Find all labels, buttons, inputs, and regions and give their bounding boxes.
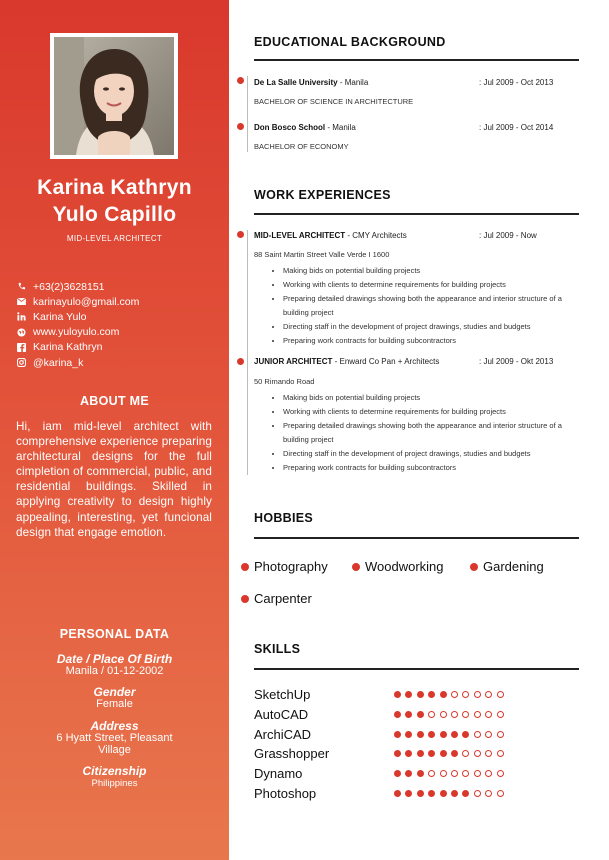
contact-instagram[interactable] bbox=[16, 355, 139, 370]
education-rule bbox=[254, 59, 579, 61]
rating-dot-filled bbox=[405, 711, 412, 718]
rating-dot-empty bbox=[462, 711, 469, 718]
skill-rating bbox=[394, 711, 508, 718]
timeline-dot bbox=[237, 358, 244, 365]
education-date: : Jul 2009 - Oct 2013 bbox=[479, 78, 554, 87]
job-title: MID-LEVEL ARCHITECT bbox=[254, 231, 346, 240]
contact-website-text: www.yuloyulo.com bbox=[33, 326, 120, 339]
duty-item: • Directing staff in the development of project drawings, studies and budgets bbox=[283, 320, 583, 334]
skills-rule bbox=[254, 668, 579, 670]
rating-dot-filled bbox=[428, 790, 435, 797]
bullet-dot bbox=[470, 563, 478, 571]
skill-rating bbox=[394, 750, 508, 757]
rating-dot-empty bbox=[497, 691, 504, 698]
gender-value: Female bbox=[96, 698, 133, 710]
rating-dot-empty bbox=[428, 770, 435, 777]
rating-dot-empty bbox=[440, 711, 447, 718]
personal-address bbox=[0, 720, 229, 756]
rating-dot-filled bbox=[394, 770, 401, 777]
personal-birth bbox=[0, 653, 229, 678]
rating-dot-filled bbox=[417, 691, 424, 698]
rating-dot-filled bbox=[394, 711, 401, 718]
rating-dot-empty bbox=[451, 691, 458, 698]
duty-item: • Making bids on potential building projects bbox=[283, 264, 583, 278]
duty-item: • Working with clients to determine requirements for building projects bbox=[283, 278, 583, 292]
duty-item: • Preparing detailed drawings showing both the appearance and interior structure of a building project bbox=[283, 419, 583, 447]
skill-name: Dynamo bbox=[254, 766, 303, 781]
address-value-line1: 6 Hyatt Street, Pleasant bbox=[56, 732, 173, 744]
rating-dot-empty bbox=[474, 750, 481, 757]
rating-dot-filled bbox=[462, 731, 469, 738]
contact-instagram-text: @karina_k bbox=[33, 356, 84, 369]
rating-dot-empty bbox=[428, 711, 435, 718]
rating-dot-empty bbox=[462, 691, 469, 698]
phone-icon bbox=[16, 282, 26, 292]
contact-website[interactable] bbox=[16, 325, 139, 340]
globe-icon bbox=[16, 327, 26, 337]
duty-item: • Preparing detailed drawings showing both the appearance and interior structure of a building project bbox=[283, 292, 583, 320]
rating-dot-empty bbox=[474, 731, 481, 738]
sidebar bbox=[0, 0, 229, 860]
gender-label: Gender bbox=[93, 685, 136, 699]
duty-list bbox=[267, 264, 583, 348]
rating-dot-filled bbox=[417, 731, 424, 738]
birth-label: Date / Place Of Birth bbox=[56, 652, 173, 666]
rating-dot-empty bbox=[462, 750, 469, 757]
rating-dot-filled bbox=[451, 790, 458, 797]
rating-dot-empty bbox=[474, 790, 481, 797]
profile-photo-frame bbox=[50, 33, 178, 159]
citizenship-label: Citizenship bbox=[82, 764, 147, 778]
skill-rating bbox=[394, 691, 508, 698]
rating-dot-filled bbox=[394, 790, 401, 797]
rating-dot-empty bbox=[485, 790, 492, 797]
rating-dot-filled bbox=[405, 691, 412, 698]
hobby-item bbox=[241, 591, 312, 606]
rating-dot-empty bbox=[497, 750, 504, 757]
bullet-dot bbox=[241, 595, 249, 603]
rating-dot-filled bbox=[405, 770, 412, 777]
birth-value: Manila / 01-12-2002 bbox=[65, 665, 164, 677]
contact-phone[interactable] bbox=[16, 279, 139, 294]
duty-item: • Making bids on potential building projects bbox=[283, 391, 583, 405]
rating-dot-empty bbox=[485, 770, 492, 777]
hobby-item bbox=[241, 559, 328, 574]
company: - Enward Co Pan + Architects bbox=[332, 357, 440, 366]
rating-dot-empty bbox=[474, 691, 481, 698]
work-heading: WORK EXPERIENCES bbox=[254, 188, 391, 202]
rating-dot-filled bbox=[440, 731, 447, 738]
linkedin-icon bbox=[16, 312, 26, 322]
work-rule bbox=[254, 213, 579, 215]
bullet-dot bbox=[241, 563, 249, 571]
rating-dot-filled bbox=[451, 750, 458, 757]
duty-item: • Preparing work contracts for building subcontractors bbox=[283, 334, 583, 348]
work-address: 88 Saint Martin Street Valle Verde I 1600 bbox=[254, 250, 390, 259]
skill-rating bbox=[394, 770, 508, 777]
hobby-label: Carpenter bbox=[254, 591, 312, 606]
personal-citizenship bbox=[0, 765, 229, 790]
contact-facebook-text: Karina Kathryn bbox=[33, 341, 103, 354]
duty-list bbox=[267, 391, 583, 475]
rating-dot-filled bbox=[417, 770, 424, 777]
rating-dot-filled bbox=[428, 691, 435, 698]
skill-name: Grasshopper bbox=[254, 746, 330, 761]
contact-linkedin[interactable] bbox=[16, 309, 139, 324]
work-date: : Jul 2009 - Now bbox=[479, 231, 537, 240]
education-heading: EDUCATIONAL BACKGROUND bbox=[254, 35, 446, 49]
timeline-dot bbox=[237, 123, 244, 130]
rating-dot-empty bbox=[497, 731, 504, 738]
rating-dot-filled bbox=[405, 790, 412, 797]
rating-dot-empty bbox=[485, 711, 492, 718]
skills-heading: SKILLS bbox=[254, 642, 301, 656]
duty-item: • Preparing work contracts for building subcontractors bbox=[283, 461, 583, 475]
contact-facebook[interactable] bbox=[16, 340, 139, 355]
education-entry-2 bbox=[254, 123, 584, 132]
contact-list bbox=[16, 279, 139, 370]
rating-dot-filled bbox=[462, 790, 469, 797]
contact-email[interactable] bbox=[16, 294, 139, 309]
name-first-line: Karina Kathryn bbox=[37, 176, 192, 199]
about-text: Hi, iam mid-level architect with comprehensive experience preparing architectural designs for the full cimpletion of commercial, public, and residential buildings. Skilled in applying creativity to design highly appealing, interesting, yet funcional design that engage emotion. bbox=[16, 420, 212, 539]
rating-dot-filled bbox=[405, 750, 412, 757]
skill-rating bbox=[394, 731, 508, 738]
rating-dot-filled bbox=[394, 750, 401, 757]
profile-photo bbox=[54, 37, 174, 155]
education-entry-1 bbox=[254, 78, 584, 87]
facebook-icon bbox=[16, 342, 26, 352]
rating-dot-empty bbox=[497, 770, 504, 777]
skill-name: SketchUp bbox=[254, 687, 311, 702]
job-title: MID-LEVEL ARCHITECT bbox=[66, 234, 163, 243]
work-entry-1 bbox=[254, 231, 584, 240]
rating-dot-empty bbox=[474, 711, 481, 718]
personal-data-heading: PERSONAL DATA bbox=[59, 627, 170, 641]
work-timeline-line bbox=[247, 230, 248, 475]
degree: BACHELOR OF SCIENCE IN ARCHITECTURE bbox=[254, 97, 414, 106]
hobbies-heading: HOBBIES bbox=[254, 511, 314, 525]
rating-dot-filled bbox=[440, 750, 447, 757]
rating-dot-empty bbox=[497, 790, 504, 797]
citizenship-value: Philippines bbox=[91, 778, 138, 789]
duty-item: • Working with clients to determine requirements for building projects bbox=[283, 405, 583, 419]
rating-dot-filled bbox=[428, 731, 435, 738]
company: - CMY Architects bbox=[345, 231, 407, 240]
rating-dot-filled bbox=[417, 750, 424, 757]
main-content bbox=[229, 0, 609, 860]
school-place: - Manila bbox=[325, 123, 356, 132]
name-second-line: Yulo Capillo bbox=[52, 203, 177, 226]
school-name: Don Bosco School bbox=[254, 123, 326, 132]
rating-dot-filled bbox=[394, 691, 401, 698]
rating-dot-empty bbox=[451, 770, 458, 777]
rating-dot-empty bbox=[485, 731, 492, 738]
hobby-label: Gardening bbox=[483, 559, 544, 574]
hobby-label: Photography bbox=[254, 559, 328, 574]
rating-dot-empty bbox=[497, 711, 504, 718]
rating-dot-empty bbox=[485, 750, 492, 757]
rating-dot-empty bbox=[474, 770, 481, 777]
hobbies-rule bbox=[254, 537, 579, 539]
skill-name: AutoCAD bbox=[254, 707, 309, 722]
skill-rating bbox=[394, 790, 508, 797]
hobby-item bbox=[352, 559, 444, 574]
work-entry-2 bbox=[254, 357, 584, 366]
instagram-icon bbox=[16, 358, 26, 368]
timeline-dot bbox=[237, 231, 244, 238]
duty-item: • Directing staff in the development of project drawings, studies and budgets bbox=[283, 447, 583, 461]
degree: BACHELOR OF ECONOMY bbox=[254, 142, 349, 151]
contact-linkedin-text: Karina Yulo bbox=[33, 310, 87, 323]
contact-email-text: karinayulo@gmail.com bbox=[33, 295, 140, 308]
education-date: : Jul 2009 - Oct 2014 bbox=[479, 123, 554, 132]
rating-dot-empty bbox=[451, 711, 458, 718]
education-timeline-line bbox=[247, 76, 248, 152]
skill-name: ArchiCAD bbox=[254, 727, 312, 742]
timeline-dot bbox=[237, 77, 244, 84]
bullet-dot bbox=[352, 563, 360, 571]
rating-dot-filled bbox=[405, 731, 412, 738]
rating-dot-filled bbox=[394, 731, 401, 738]
rating-dot-filled bbox=[451, 731, 458, 738]
address-value-line2: Village bbox=[98, 743, 131, 756]
school-name: De La Salle University bbox=[254, 78, 338, 87]
rating-dot-empty bbox=[485, 691, 492, 698]
work-date: : Jul 2009 - Okt 2013 bbox=[479, 357, 554, 366]
rating-dot-filled bbox=[417, 711, 424, 718]
personal-gender bbox=[0, 686, 229, 711]
about-heading: ABOUT ME bbox=[79, 394, 150, 408]
rating-dot-filled bbox=[440, 691, 447, 698]
skill-name: Photoshop bbox=[254, 786, 317, 801]
rating-dot-filled bbox=[428, 750, 435, 757]
rating-dot-empty bbox=[440, 770, 447, 777]
rating-dot-filled bbox=[440, 790, 447, 797]
work-address: 50 Rimando Road bbox=[254, 377, 315, 386]
school-place: - Manila bbox=[337, 78, 369, 87]
hobby-item bbox=[470, 559, 544, 574]
job-title: JUNIOR ARCHITECT bbox=[254, 357, 333, 366]
rating-dot-empty bbox=[462, 770, 469, 777]
address-label: Address bbox=[90, 719, 139, 733]
rating-dot-filled bbox=[417, 790, 424, 797]
email-icon bbox=[16, 297, 26, 307]
contact-phone-text: +63(2)3628151 bbox=[33, 280, 105, 293]
hobby-label: Woodworking bbox=[365, 559, 444, 574]
